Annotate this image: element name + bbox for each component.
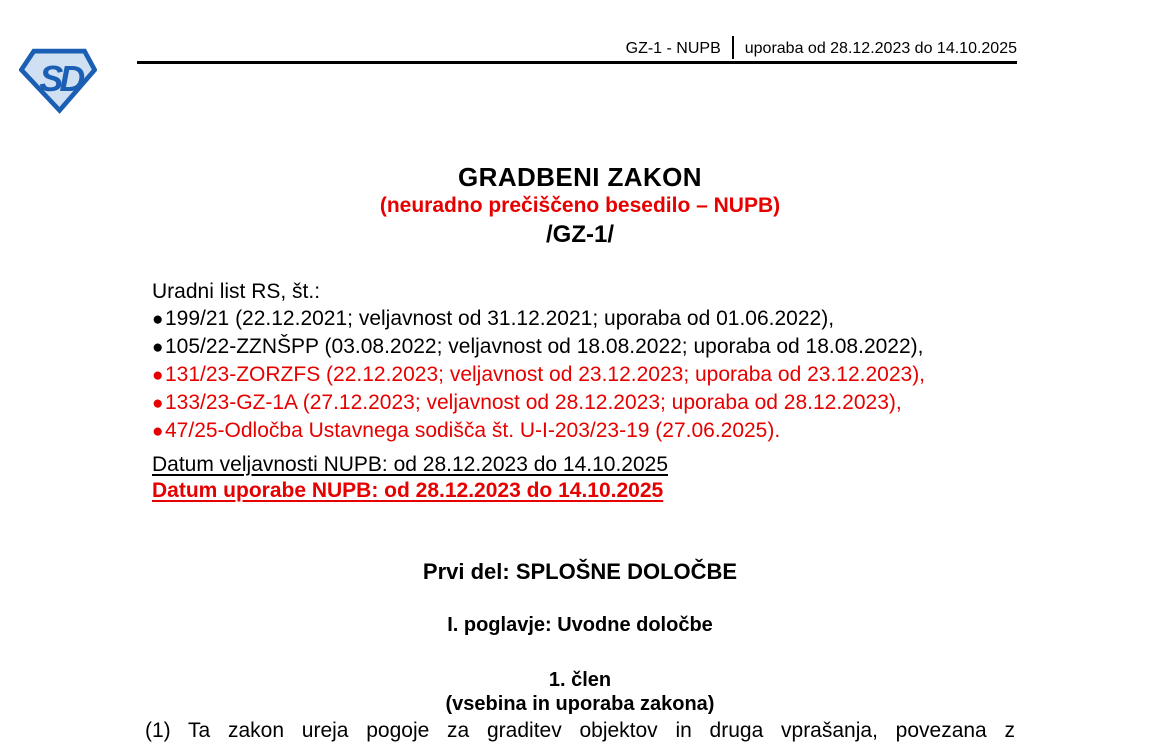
bullet-icon: ● — [152, 393, 164, 414]
bullet-icon: ● — [152, 337, 164, 358]
bullet-icon: ● — [152, 365, 164, 386]
document-subtitle: (neuradno prečiščeno besedilo – NUPB) — [379, 194, 781, 217]
article-subtitle: (vsebina in uporaba zakona) — [445, 693, 715, 715]
validity-block — [152, 452, 668, 504]
logo-letters: SD — [39, 58, 82, 99]
gazette-entry: ●105/22-ZZNŠPP (03.08.2022; veljavnost od 18.08.2022; uporaba od 18.08.2022), — [152, 333, 925, 361]
header-separator — [732, 36, 734, 59]
header-usage-range: uporaba od 28.12.2023 do 14.10.2025 — [744, 40, 1017, 57]
validity-range-line: Datum veljavnosti NUPB: od 28.12.2023 do 14.10.2025 — [152, 453, 669, 476]
gazette-list — [152, 278, 925, 445]
gazette-entry: ●199/21 (22.12.2021; veljavnost od 31.12.2021; uporaba od 01.06.2022), — [152, 305, 925, 333]
bullet-icon: ● — [152, 309, 164, 330]
document-title: GRADBENI ZAKON — [458, 162, 702, 192]
gazette-entry: ●131/23-ZORZFS (22.12.2023; veljavnost od 23.12.2023; uporaba od 23.12.2023), — [152, 361, 925, 389]
gazette-entry: ●133/23-GZ-1A (27.12.2023; veljavnost od 28.12.2023; uporaba od 28.12.2023), — [152, 389, 925, 417]
header-doc-code: GZ-1 - NUPB — [625, 40, 721, 57]
bullet-icon: ● — [152, 421, 164, 442]
article-heading: 1. člen — [548, 669, 612, 691]
gazette-entry: ●47/25-Odločba Ustavnega sodišča št. U-I-203/23-19 (27.06.2025). — [152, 417, 925, 445]
law-code: /GZ-1/ — [545, 221, 614, 248]
gazette-label: Uradni list RS, št.: — [152, 280, 321, 303]
article-paragraph: (1) Ta zakon ureja pogoje za graditev objektov in druga vprašanja, povezana z — [145, 719, 1015, 742]
part-heading: Prvi del: SPLOŠNE DOLOČBE — [422, 559, 738, 584]
usage-range-line: Datum uporabe NUPB: od 28.12.2023 do 14.10.2025 — [152, 479, 664, 502]
chapter-heading: I. poglavje: Uvodne določbe — [447, 614, 713, 636]
sd-shield-logo-icon — [19, 46, 97, 114]
page-header — [137, 36, 1017, 64]
